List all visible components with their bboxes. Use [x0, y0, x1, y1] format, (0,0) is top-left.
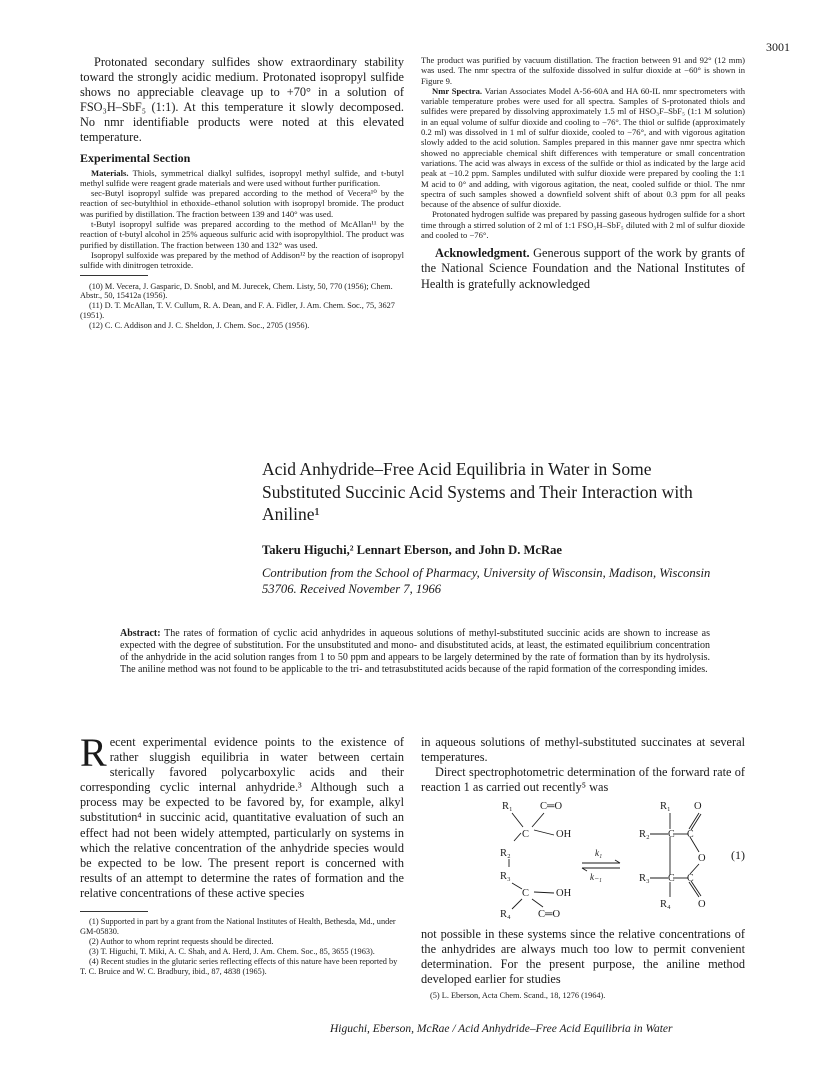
svg-text:C: C	[687, 873, 694, 884]
experimental-body	[80, 168, 404, 271]
ack-text: Generous support of the work by grants of the National Science Foundation and the National Institutes of Health is gratefully acknowledged	[421, 246, 745, 291]
footnote-item: (3) T. Higuchi, T. Miki, A. C. Shah, and A. Herd, J. Am. Chem. Soc., 85, 3655 (1963).	[89, 946, 375, 956]
article-affiliation: Contribution from the School of Pharmacy, University of Wisconsin, Madison, Wisconsin 53706. Received November 7, 1966	[262, 566, 711, 596]
experimental-heading: Experimental Section	[80, 150, 191, 165]
footnote-item: (4) Recent studies in the glutaric series reflecting effects of this nature have been reported by T. C. Bruice and W. C. Bradbury, ibid., 87, 4838 (1965).	[80, 956, 398, 976]
eq-r2-right: R₂	[639, 829, 650, 840]
intro-text: Protonated secondary sulfides show extraordinary stability toward the strongly acidic medium. Protonated isopropyl sulfide shows no appreciable cleavage up to +70° in a solution of FSO₃H–SbF₅ (1:1). At this temperature it slowly decomposed. No nmr identifiable products were noted at this elevated temperature.	[80, 55, 404, 145]
sulfoxide-paragraph: Isopropyl sulfoxide was prepared by the method of Addison¹² by the reaction of isopropyl sulfide with dinitrogen tetroxide.	[80, 249, 404, 271]
materials-text: Thiols, symmetrical dialkyl sulfides, isopropyl methyl sulfide, and t-butyl methyl sulfide were reagent grade materials and were used without further purification.	[80, 167, 404, 188]
right-top-column	[421, 55, 745, 292]
footnotes-right	[421, 991, 745, 1001]
eq-r4-left: R₄	[500, 909, 511, 920]
body-left-text: ecent experimental evidence points to the existence of rather sluggish equilibria in water between certain sterically favored polycarboxylic acids and their corresponding cyclic internal anhydride.³ Although such a process may be expected to be favored by, for example, alkyl substitution⁴ in succinic acid, quantitative evaluation of such an effect had not been widely attempted, particularly on systems in which the relative concentration of the anhydride species would be expected to be low. The present report is concerned with results of an attempt to determine the rates of formation and the relative concentrations of these active species	[80, 735, 404, 900]
eq-k-minus-1: k₋₁	[590, 872, 602, 882]
eq-co-bottom: C═O	[538, 909, 561, 920]
eq-r2-left: R₂	[500, 848, 511, 859]
h2s-paragraph: Protonated hydrogen sulfide was prepared by passing gaseous hydrogen sulfide for a short time through a stirred solution of 2 ml of 1:1 FSO₃H–SbF₅ diluted with 2 ml of sulfur dioxide and cooled to −76°.	[421, 209, 745, 241]
reference-item: (12) C. C. Addison and J. C. Sheldon, J. Chem. Soc., 2705 (1956).	[89, 321, 310, 331]
purification-paragraph: The product was purified by vacuum distillation. The fraction between 91 and 92° (12 mm) was used. The nmr spectra of the sulfoxide dissolved in sulfur dioxide at −60° is shown in Figure 9.	[421, 55, 745, 86]
intro-paragraph	[80, 55, 404, 146]
body-right-text-1: in aqueous solutions of methyl-substituted succinates at several temperatures.	[421, 735, 745, 765]
article-title: Acid Anhydride–Free Acid Equilibria in Water in Some Substituted Succinic Acid Systems and Their Interaction with Aniline¹	[262, 459, 693, 524]
footnotes-left	[80, 917, 404, 976]
t-butyl-paragraph: t-Butyl isopropyl sulfide was prepared according to the method of McAllan¹¹ by the reaction of t-butyl alcohol in 25% aqueous sulfuric acid with isopropylthiol. The product was purified by distillation. The fraction between 130 and 132° was used.	[80, 219, 404, 250]
eq-r1-left: R₁	[502, 801, 513, 812]
ack-label: Acknowledgment.	[435, 246, 530, 261]
references-list	[80, 282, 404, 332]
sec-butyl-paragraph: sec-Butyl isopropyl sulfide was prepared according to the method of Vecera¹⁰ by the reaction of sec-butylthiol in ethoxide–ethanol solution with isopropyl bromide. The product was purified by distillation. The fraction between 139 and 140° was used.	[80, 188, 404, 219]
footnote-rule	[80, 911, 148, 912]
abstract-text: The rates of formation of cyclic acid anhydrides in aqueous solutions of methyl-substituted succinic acids are shown to increase as expected with the degree of substitution. For the unsubstituted and mono- and disubstituted acids, at least, the estimated equilibrium concentration of the anhydride in the acid solution ranges from 1 to 50 ppm and appears to be largely determined by the rate of formation than by its hydrolysis. The aniline method was not found to be applicable to the tri- and tetrasubstituted acids because of the rapid formation of the corresponding imides.	[120, 628, 710, 675]
nmr-label: Nmr Spectra.	[432, 85, 483, 96]
reference-item: (10) M. Vecera, J. Gasparic, D. Snobl, and M. Jurecek, Chem. Listy, 50, 770 (1956); Chem. Abstr., 50, 15412a (1956).	[80, 281, 393, 301]
eq-r4-right: R₄	[660, 899, 671, 910]
eq-o-bottom-right: O	[698, 899, 706, 910]
body-right-text-2: Direct spectrophotometric determination of the forward rate of reaction 1 as carried out recently⁵ was	[421, 765, 745, 795]
eq-oh-upper: OH	[556, 829, 572, 840]
page-number: 3001	[766, 40, 790, 54]
acknowledgment	[421, 246, 745, 291]
running-footer: Higuchi, Eberson, McRae / Acid Anhydride–Free Acid Equilibria in Water	[330, 1023, 673, 1035]
body-right-column-lower	[421, 927, 745, 1001]
drop-cap: R	[80, 730, 107, 775]
reference-item: (11) D. T. McAllan, T. V. Cullum, R. A. Dean, and F. A. Fidler, J. Am. Chem. Soc., 75, 3627 (1951).	[80, 301, 395, 321]
footnote-item: (1) Supported in part by a grant from the National Institutes of Health, Bethesda, Md., under GM-05830.	[80, 917, 396, 936]
svg-text:C: C	[668, 873, 675, 884]
eq-r3-left: R₃	[500, 871, 511, 882]
body-left-column	[80, 730, 404, 976]
body-right-column	[421, 735, 745, 795]
eq-c-lower: C	[522, 888, 530, 899]
footnote-rule	[80, 275, 148, 276]
eq-k1: k₁	[595, 848, 603, 858]
body-left-paragraph	[80, 730, 404, 901]
abstract-label: Abstract:	[120, 628, 161, 639]
svg-text:C: C	[668, 829, 675, 840]
eq-c-upper: C	[522, 829, 530, 840]
eq-co-top: C═O	[540, 801, 563, 812]
abstract	[120, 628, 710, 676]
nmr-text: Varian Associates Model A-56-60A and HA 60-IL nmr spectrometers with variable temperature probes were used for all spectra. Samples of S-protonated thiols and sulfides were prepared by dissolving approximately 1.5 ml of HSO₃F–SbF₅ (1:1 M solution) in an equal volume of sulfur dioxide and cooling to −76°. The thiol or sulfide (approximately 0.2 ml) was dissolved in 1 ml of sulfur dioxide, cooled to −76°, and with vigorous agitation slowly added to the acid solution. Samples prepared in this manner gave nmr spectra which showed no appreciable chemical shift differences with temperature or small concentration variations. The acid was always in excess of the sulfide or thiol as indicated by the large acid peak at −10.2 ppm. Samples undiluted with sulfur dioxide were prepared by cooling the 1:1 M acid to 0° and adding, with vigorous agitation, the neat, cooled sulfide or thiol. The nmr spectra of such samples showed a downfield solvent shift of about 0.3 ppm for all peaks because of the absence of sulfur dioxide.	[421, 85, 745, 210]
body-right-text-3: not possible in these systems since the relative concentrations of the anhydrides are always much too low to permit convenient determination. For the present purpose, the aniline method developed earlier for studies	[421, 927, 745, 987]
eq-oh-lower: OH	[556, 888, 572, 899]
eq-o-ring: O	[698, 853, 706, 864]
left-top-column	[80, 55, 404, 331]
materials-label: Materials.	[91, 167, 129, 178]
footnote-item: (5) L. Eberson, Acta Chem. Scand., 18, 1276 (1964).	[430, 991, 606, 1001]
footnote-item: (2) Author to whom reprint requests should be directed.	[89, 936, 274, 946]
eq-o-top-right: O	[694, 801, 702, 812]
article-authors: Takeru Higuchi,² Lennart Eberson, and John D. McRae	[262, 543, 562, 557]
equation-number: (1)	[731, 848, 745, 862]
svg-text:C: C	[687, 829, 694, 840]
eq-r1-right: R₁	[660, 801, 671, 812]
eq-r3-right: R₃	[639, 873, 650, 884]
